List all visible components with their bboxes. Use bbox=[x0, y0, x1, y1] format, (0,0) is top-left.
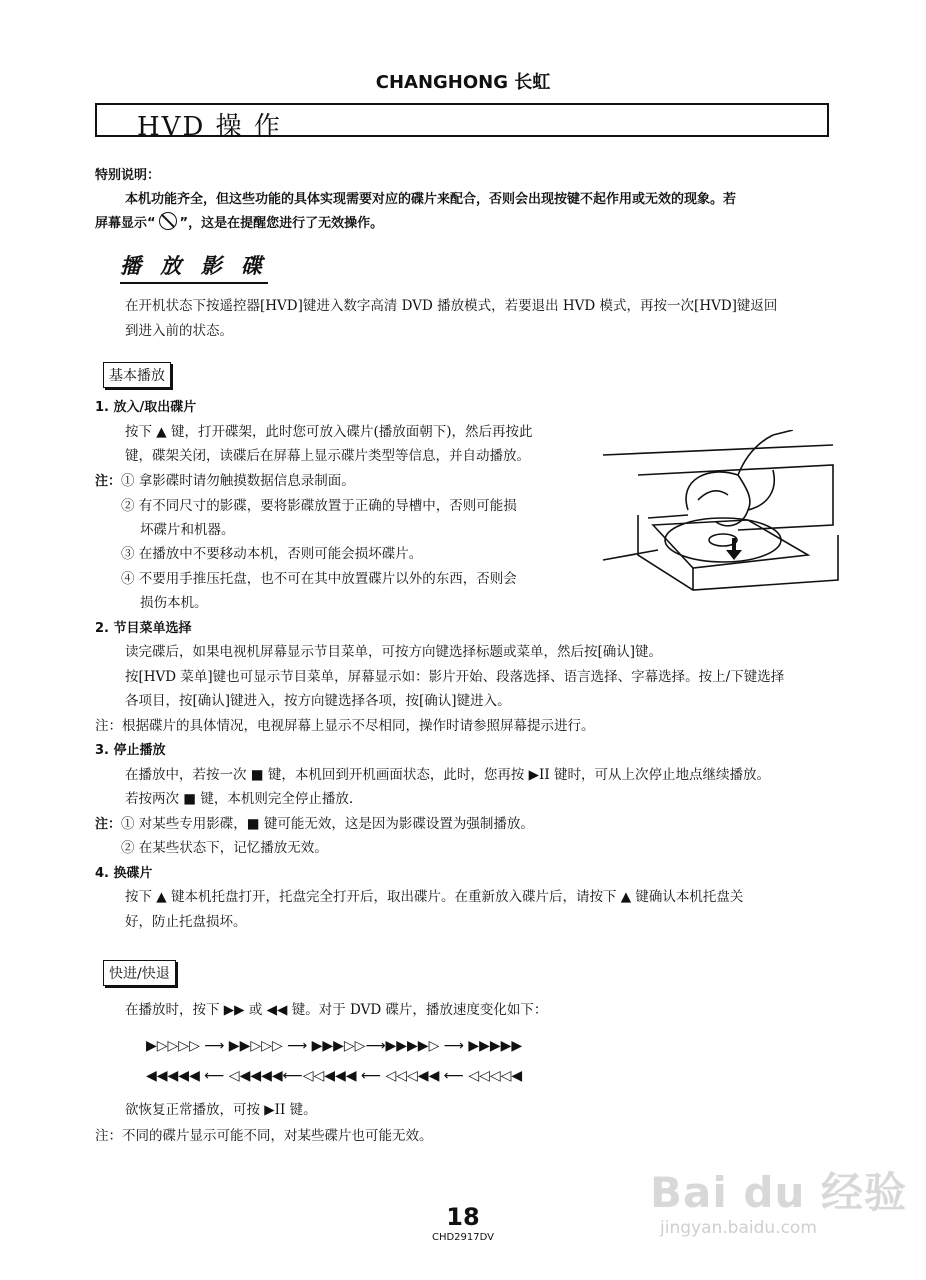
brand-logo: CHANGHONG 长虹 bbox=[375, 72, 551, 93]
item3-note1: ① 对某些专用影碟，■ 键可能无效，这是因为影碟设置为强制播放。 bbox=[121, 816, 534, 832]
watermark-url: jingyan.baidu.com bbox=[660, 1218, 817, 1238]
intro-line1: 在开机状态下按遥控器[HVD]键进入数字高清 DVD 播放模式，若要退出 HVD 模式，再按一次[HVD]键返回 bbox=[125, 298, 778, 314]
speed-sequence-backward: ◀◀◀◀◀ ⟵ ◁◀◀◀◀⟵◁◁◀◀◀ ⟵ ◁◁◁◀◀ ⟵ ◁◁◁◁◀ bbox=[146, 1068, 523, 1084]
box-fast-forward-rewind: 快进/快退 bbox=[103, 960, 176, 986]
item2-title: 2. 节目菜单选择 bbox=[95, 621, 192, 636]
model-number: CHD2917DV bbox=[431, 1232, 495, 1243]
intro-line2: 到进入前的状态。 bbox=[125, 323, 233, 339]
item2-line2: 按[HVD 菜单]键也可显示节目菜单，屏幕显示如：影片开始、段落选择、语言选择、字幕选择。按上/下键选择 bbox=[125, 669, 785, 685]
item3-line2: 若按两次 ■ 键，本机则完全停止播放. bbox=[125, 791, 354, 807]
ff-line1: 在播放时，按下 ▶▶ 或 ◀◀ 键。对于 DVD 碟片，播放速度变化如下： bbox=[125, 1002, 548, 1018]
no-entry-icon bbox=[159, 212, 177, 230]
item4-title: 4. 换碟片 bbox=[95, 866, 153, 881]
item1-note2b: 坏碟片和机器。 bbox=[140, 522, 235, 538]
page-number: 18 bbox=[446, 1203, 480, 1231]
item3-note2: ② 在某些状态下，记忆播放无效。 bbox=[121, 840, 328, 856]
item3-line1: 在播放中，若按一次 ■ 键，本机回到开机画面状态，此时，您再按 ▶II 键时，可从上次停止地点继续播放。 bbox=[125, 767, 770, 783]
item4-line2: 好，防止托盘损坏。 bbox=[125, 914, 247, 930]
item1-note-label: 注： bbox=[95, 474, 122, 489]
disc-tray-illustration bbox=[598, 430, 843, 600]
page-title: HVD 操 作 bbox=[137, 112, 282, 142]
ff-resume: 欲恢复正常播放，可按 ▶II 键。 bbox=[125, 1102, 317, 1118]
item1-line1: 按下 ▲ 键，打开碟架，此时您可放入碟片(播放面朝下)，然后再按此 bbox=[125, 424, 533, 440]
notice-label: 特别说明： bbox=[95, 168, 161, 183]
item3-note-label: 注： bbox=[95, 817, 122, 832]
item3-title: 3. 停止播放 bbox=[95, 743, 166, 758]
item1-note4b: 损伤本机。 bbox=[140, 595, 208, 611]
speed-sequence-forward: ▶▷▷▷▷ ⟶ ▶▶▷▷▷ ⟶ ▶▶▶▷▷⟶▶▶▶▶▷ ⟶ ▶▶▶▶▶ bbox=[146, 1038, 523, 1054]
watermark-logo: Bai du 经验 bbox=[650, 1168, 907, 1217]
item1-note2a: ② 有不同尺寸的影碟，要将影碟放置于正确的导槽中，否则可能损 bbox=[121, 498, 517, 514]
item1-note4a: ④ 不要用手推压托盘，也不可在其中放置碟片以外的东西，否则会 bbox=[121, 571, 517, 587]
section-title: 播 放 影 碟 bbox=[120, 250, 268, 284]
box-basic-play: 基本播放 bbox=[103, 362, 171, 388]
item1-note3: ③ 在播放中不要移动本机，否则可能会损坏碟片。 bbox=[121, 546, 423, 562]
notice-line2: 屏幕显示“ ”，这是在提醒您进行了无效操作。 bbox=[95, 211, 383, 236]
item4-line1: 按下 ▲ 键本机托盘打开，托盘完全打开后，取出碟片。在重新放入碟片后，请按下 ▲ 键确认本机托盘关 bbox=[125, 889, 744, 905]
item1-line2: 键，碟架关闭，读碟后在屏幕上显示碟片类型等信息，并自动播放。 bbox=[125, 448, 530, 464]
page-title-box bbox=[95, 103, 829, 142]
notice-line1: 本机功能齐全，但这些功能的具体实现需要对应的碟片来配合，否则会出现按键不起作用或无效的现象。若 bbox=[125, 192, 737, 207]
ff-note: 注：不同的碟片显示可能不同，对某些碟片也可能无效。 bbox=[95, 1128, 433, 1144]
item1-note1: ① 拿影碟时请勿触摸数据信息录制面。 bbox=[121, 473, 355, 489]
item2-line1: 读完碟后，如果电视机屏幕显示节目菜单，可按方向键选择标题或菜单，然后按[确认]键。 bbox=[125, 644, 663, 660]
item2-note: 注：根据碟片的具体情况，电视屏幕上显示不尽相同，操作时请参照屏幕提示进行。 bbox=[95, 718, 595, 734]
item1-title: 1. 放入/取出碟片 bbox=[95, 400, 197, 415]
item2-line3: 各项目，按[确认]键进入，按方向键选择各项，按[确认]键进入。 bbox=[125, 693, 511, 709]
